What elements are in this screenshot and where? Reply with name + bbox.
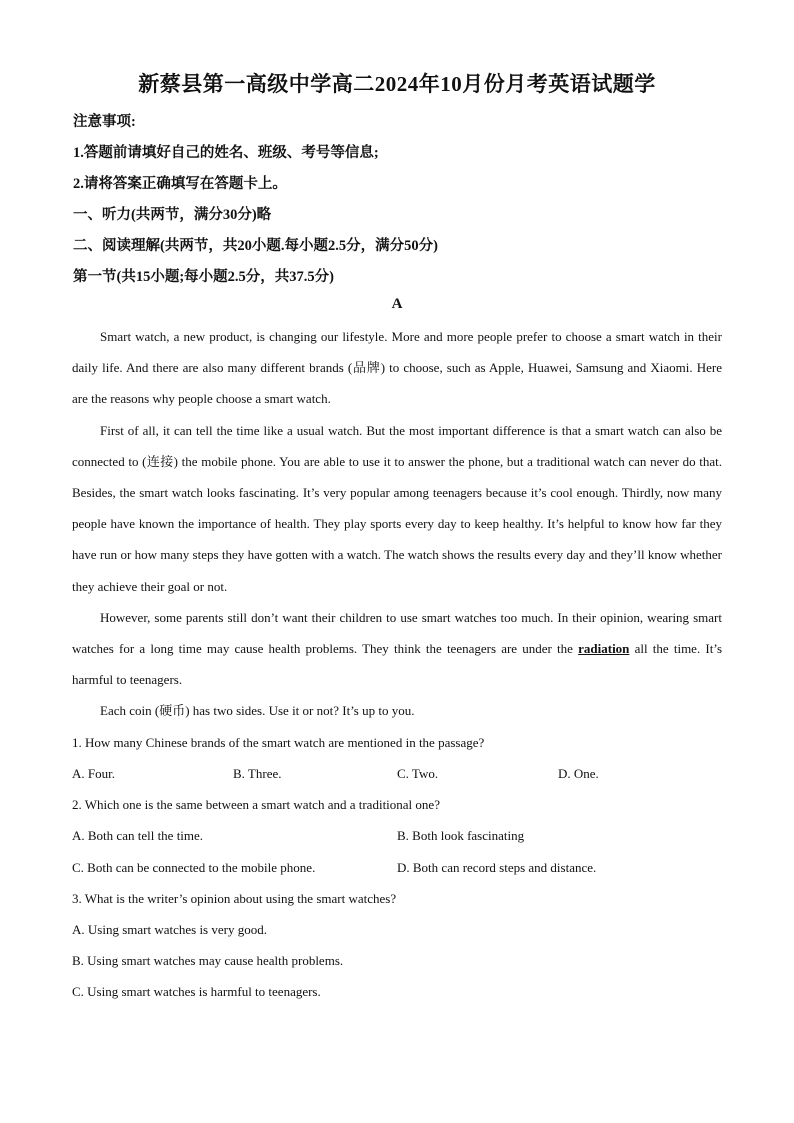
question-2-option-a: A. Both can tell the time.	[72, 828, 204, 843]
question-3-option-c: C. Using smart watches is harmful to teenagers.	[72, 984, 321, 999]
question-3-option-a: A. Using smart watches is very good.	[72, 922, 267, 937]
paragraph-3	[72, 602, 722, 696]
keyword-radiation: radiation	[578, 641, 630, 657]
section-1-heading: 第一节(共15小题;每小题2.5分，共37.5分)	[73, 269, 334, 285]
paragraph-3-text-end: all the time. It’s harmful to teenagers.	[72, 641, 722, 688]
question-1-option-d: D. One.	[558, 766, 599, 781]
question-1-stem: 1. How many Chinese brands of the smart watch are mentioned in the passage?	[72, 735, 485, 750]
question-1-option-a: A. Four.	[72, 766, 115, 781]
passage-label: A	[391, 296, 403, 312]
question-1-option-b: B. Three.	[233, 766, 282, 781]
paragraph-3-text-start: However, some parents still don’t want their children to use smart watches too much. In their opinion, wearing smart watches for a long time may cause health problems. They think the teenagers are under the	[72, 609, 722, 657]
question-2-option-d: D. Both can record steps and distance.	[397, 860, 597, 875]
notes-heading: 注意事项:	[73, 114, 136, 130]
question-3-stem: 3. What is the writer’s opinion about using the smart watches?	[72, 891, 397, 906]
notes-item-2: 2.请将答案正确填写在答题卡上。	[73, 176, 287, 192]
passage-body	[72, 321, 722, 727]
question-2-stem: 2. Which one is the same between a smart watch and a traditional one?	[72, 797, 440, 812]
question-2-option-c: C. Both can be connected to the mobile phone.	[72, 860, 316, 875]
part-reading: 二、阅读理解(共两节，共20小题.每小题2.5分，满分50分)	[73, 238, 438, 254]
paragraph-1: Smart watch, a new product, is changing our lifestyle. More and more people prefer to choose a smart watch in their daily life. And there are also many different brands (品牌) to choose, such as Apple, Huawei, Samsung and Xiaomi. Here are the reasons why people choose a smart watch.	[72, 329, 722, 407]
exam-title: 新蔡县第一高级中学高二2024年10月份月考英语试题学	[138, 72, 656, 96]
part-listening: 一、听力(共两节，满分30分)略	[73, 207, 272, 223]
question-2-option-b: B. Both look fascinating	[397, 828, 525, 843]
question-1-option-c: C. Two.	[397, 766, 439, 781]
paragraph-2: First of all, it can tell the time like a usual watch. But the most important difference is that a smart watch can also be connected to (连接) the mobile phone. You are able to use it to answer the phone, but a traditional watch can never do that. Besides, the smart watch looks fascinating. It’s very popular among teenagers because it’s cool enough. Thirdly, now many people have known the importance of health. They play sports every day to keep healthy. It’s helpful to know how far they have run or how many steps they have gotten with a watch. The watch shows the results every day and they’ll know whether they achieve their goal or not.	[72, 422, 722, 594]
question-3-option-b: B. Using smart watches may cause health problems.	[72, 953, 344, 968]
paragraph-4: Each coin (硬币) has two sides. Use it or not? It’s up to you.	[100, 703, 415, 719]
notes-item-1: 1.答题前请填好自己的姓名、班级、考号等信息;	[73, 145, 379, 161]
